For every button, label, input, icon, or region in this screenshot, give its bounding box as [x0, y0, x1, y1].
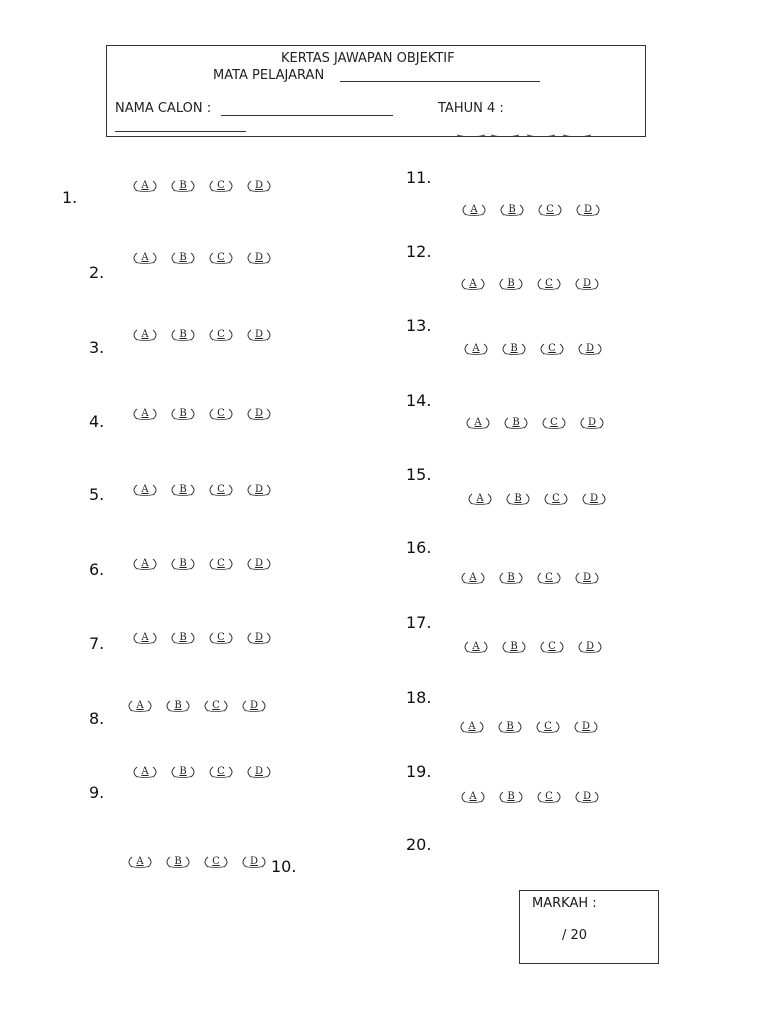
option-bubble-d[interactable] [242, 408, 276, 420]
option-bubble-c[interactable] [532, 791, 566, 803]
option-letter: A [476, 493, 484, 504]
option-letter: B [179, 632, 187, 643]
option-letter: C [548, 343, 556, 354]
option-bubble-d[interactable] [242, 329, 276, 341]
answer-options [456, 278, 604, 292]
option-bubble-d[interactable] [569, 721, 603, 733]
option-letter: C [217, 484, 225, 495]
marks-label: MARKAH : [532, 896, 597, 911]
option-letter: A [141, 558, 149, 569]
option-bubble-a[interactable] [128, 408, 162, 420]
option-bubble-b[interactable] [499, 417, 533, 429]
option-letter: B [174, 856, 182, 867]
option-bubble-b[interactable] [501, 493, 535, 505]
option-bubble-c[interactable] [199, 856, 233, 868]
answer-options [128, 632, 276, 646]
option-bubble-b[interactable] [494, 278, 528, 290]
answer-options [456, 572, 604, 586]
option-bubble-a[interactable] [128, 484, 162, 496]
header-box [106, 45, 646, 137]
option-letter: B [179, 252, 187, 263]
question-number: 15. [406, 465, 432, 484]
year-label: TAHUN 4 : [438, 101, 504, 116]
option-bubble-c[interactable] [204, 252, 238, 264]
option-bubble-c[interactable] [532, 278, 566, 290]
option-letter: C [545, 572, 553, 583]
option-bubble-b[interactable] [497, 641, 531, 653]
option-bubble-d[interactable] [242, 632, 276, 644]
option-bubble-b[interactable] [493, 721, 527, 733]
option-bubble-b[interactable] [166, 329, 200, 341]
option-letter: A [141, 252, 149, 263]
answer-options [123, 700, 271, 714]
option-letter: C [217, 180, 225, 191]
option-letter: C [548, 641, 556, 652]
option-letter: C [217, 558, 225, 569]
answer-options [128, 329, 276, 343]
option-letter: A [472, 641, 480, 652]
option-letter: A [141, 766, 149, 777]
option-bubble-d[interactable] [242, 180, 276, 192]
option-bubble-d[interactable] [573, 343, 607, 355]
option-bubble-a[interactable] [128, 252, 162, 264]
option-bubble-d[interactable] [577, 493, 611, 505]
answer-options [457, 204, 605, 218]
option-letter: A [141, 632, 149, 643]
option-bubble-d[interactable] [573, 641, 607, 653]
answer-options [459, 343, 607, 357]
option-bubble-a[interactable] [128, 180, 162, 192]
option-letter: D [254, 558, 264, 569]
option-bubble-d[interactable] [571, 204, 605, 216]
option-bubble-d[interactable] [570, 572, 604, 584]
option-letter: D [585, 641, 595, 652]
option-bubble-b[interactable] [494, 572, 528, 584]
option-letter: D [254, 180, 264, 191]
option-bubble-b[interactable] [161, 700, 195, 712]
answer-options [123, 856, 271, 870]
option-bubble-d[interactable] [242, 484, 276, 496]
option-letter: A [468, 721, 476, 732]
question-number: 12. [406, 242, 432, 261]
option-bubble-c[interactable] [532, 572, 566, 584]
option-bubble-d[interactable] [575, 417, 609, 429]
option-letter: B [179, 766, 187, 777]
option-letter: B [506, 721, 514, 732]
name-label: NAMA CALON : [115, 101, 212, 116]
answer-options [455, 721, 603, 735]
sheet-title: KERTAS JAWAPAN OBJEKTIF [281, 51, 455, 66]
option-bubble-b[interactable] [166, 408, 200, 420]
option-letter: D [249, 700, 259, 711]
option-bubble-a[interactable] [456, 278, 490, 290]
option-bubble-a[interactable] [456, 791, 490, 803]
option-bubble-b[interactable] [495, 204, 529, 216]
question-number: 11. [406, 168, 432, 187]
option-bubble-a[interactable] [128, 766, 162, 778]
option-letter: B [508, 204, 516, 215]
question-number: 18. [406, 688, 432, 707]
option-letter: B [510, 343, 518, 354]
option-letter: A [141, 180, 149, 191]
option-bubble-c[interactable] [535, 343, 569, 355]
option-bubble-c[interactable] [533, 204, 567, 216]
question-number: 7. [89, 634, 105, 653]
option-bubble-a[interactable] [457, 204, 491, 216]
option-bubble-c[interactable] [535, 641, 569, 653]
option-letter: A [472, 343, 480, 354]
marks-score: / 20 [562, 928, 588, 943]
answer-options [463, 493, 611, 507]
question-number: 1. [62, 188, 78, 207]
option-bubble-c[interactable] [531, 721, 565, 733]
option-letter: D [254, 632, 264, 643]
option-letter: C [217, 632, 225, 643]
option-letter: D [254, 484, 264, 495]
option-letter: B [507, 572, 515, 583]
option-bubble-c[interactable] [199, 700, 233, 712]
question-number: 9. [89, 783, 105, 802]
option-bubble-c[interactable] [537, 417, 571, 429]
option-letter: B [179, 408, 187, 419]
option-bubble-b[interactable] [166, 252, 200, 264]
option-bubble-d[interactable] [242, 558, 276, 570]
question-number: 6. [89, 560, 105, 579]
question-number: 3. [89, 338, 105, 357]
option-letter: D [589, 493, 599, 504]
option-letter: B [179, 329, 187, 340]
question-number: 2. [89, 263, 105, 282]
option-bubble-a[interactable] [461, 417, 495, 429]
option-bubble-c[interactable] [204, 558, 238, 570]
option-letter: C [544, 721, 552, 732]
option-bubble-a[interactable] [455, 721, 489, 733]
answer-options [461, 417, 609, 431]
question-number: 13. [406, 316, 432, 335]
option-bubble-a[interactable] [128, 329, 162, 341]
option-bubble-c[interactable] [539, 493, 573, 505]
option-bubble-b[interactable] [166, 484, 200, 496]
option-letter: A [141, 329, 149, 340]
answer-options [128, 252, 276, 266]
answer-options [128, 484, 276, 498]
question-number: 10. [271, 857, 297, 876]
option-letter: D [249, 856, 259, 867]
option-letter: B [510, 641, 518, 652]
option-bubble-a[interactable] [128, 558, 162, 570]
option-bubble-a[interactable] [463, 493, 497, 505]
option-bubble-b[interactable] [166, 766, 200, 778]
option-bubble-a[interactable] [123, 856, 157, 868]
option-letter: B [179, 180, 187, 191]
option-letter: C [212, 700, 220, 711]
option-letter: C [212, 856, 220, 867]
option-letter: A [469, 572, 477, 583]
option-letter: A [136, 856, 144, 867]
subject-label: MATA PELAJARAN [213, 68, 325, 83]
option-bubble-b[interactable] [166, 632, 200, 644]
question-number: 16. [406, 538, 432, 557]
option-letter: B [514, 493, 522, 504]
option-letter: D [582, 278, 592, 289]
option-letter: C [217, 252, 225, 263]
option-letter: C [545, 278, 553, 289]
option-letter: C [217, 329, 225, 340]
option-bubble-d[interactable] [237, 856, 271, 868]
option-bubble-b[interactable] [161, 856, 195, 868]
option-letter: C [550, 417, 558, 428]
option-letter: C [545, 791, 553, 802]
marks-box [519, 890, 659, 964]
option-bubble-d[interactable] [242, 766, 276, 778]
question-number: 4. [89, 412, 105, 431]
option-bubble-a[interactable] [123, 700, 157, 712]
question-number: 14. [406, 391, 432, 410]
option-letter: D [581, 721, 591, 732]
option-letter: A [469, 278, 477, 289]
option-letter: B [507, 791, 515, 802]
option-letter: C [217, 408, 225, 419]
option-letter: C [217, 766, 225, 777]
option-bubble-c[interactable] [204, 408, 238, 420]
option-letter: D [254, 329, 264, 340]
option-letter: A [469, 791, 477, 802]
option-letter: D [254, 408, 264, 419]
question-number: 20. [406, 835, 432, 854]
answer-options [128, 180, 276, 194]
option-bubble-b[interactable] [166, 558, 200, 570]
option-bubble-b[interactable] [494, 791, 528, 803]
option-bubble-c[interactable] [204, 766, 238, 778]
question-number: 5. [89, 485, 105, 504]
option-letter: A [470, 204, 478, 215]
option-letter: D [587, 417, 597, 428]
option-bubble-c[interactable] [204, 484, 238, 496]
option-letter: D [582, 791, 592, 802]
question-number: 19. [406, 762, 432, 781]
option-letter: A [474, 417, 482, 428]
option-letter: D [583, 204, 593, 215]
option-letter: B [179, 484, 187, 495]
option-letter: B [507, 278, 515, 289]
option-bubble-d[interactable] [570, 278, 604, 290]
question-number: 8. [89, 709, 105, 728]
option-letter: B [512, 417, 520, 428]
clipped-bubbles [451, 126, 601, 137]
option-bubble-a[interactable] [459, 343, 493, 355]
option-letter: A [141, 484, 149, 495]
option-letter: B [179, 558, 187, 569]
option-letter: D [254, 766, 264, 777]
option-bubble-a[interactable] [456, 572, 490, 584]
option-bubble-c[interactable] [204, 329, 238, 341]
option-bubble-c[interactable] [204, 632, 238, 644]
name-field-line [221, 115, 393, 116]
option-letter: A [141, 408, 149, 419]
option-letter: D [254, 252, 264, 263]
question-number: 17. [406, 613, 432, 632]
option-letter: D [582, 572, 592, 583]
option-bubble-b[interactable] [497, 343, 531, 355]
year-field-line [115, 131, 246, 132]
option-letter: C [546, 204, 554, 215]
option-bubble-d[interactable] [237, 700, 271, 712]
answer-options [128, 408, 276, 422]
option-bubble-b[interactable] [166, 180, 200, 192]
option-bubble-d[interactable] [570, 791, 604, 803]
option-letter: D [585, 343, 595, 354]
option-bubble-a[interactable] [459, 641, 493, 653]
option-letter: C [552, 493, 560, 504]
option-bubble-a[interactable] [128, 632, 162, 644]
answer-options [128, 558, 276, 572]
subject-field-line [340, 81, 540, 82]
answer-options [128, 766, 276, 780]
option-bubble-d[interactable] [242, 252, 276, 264]
option-bubble-c[interactable] [204, 180, 238, 192]
option-letter: B [174, 700, 182, 711]
answer-options [456, 791, 604, 805]
option-letter: A [136, 700, 144, 711]
answer-options [459, 641, 607, 655]
